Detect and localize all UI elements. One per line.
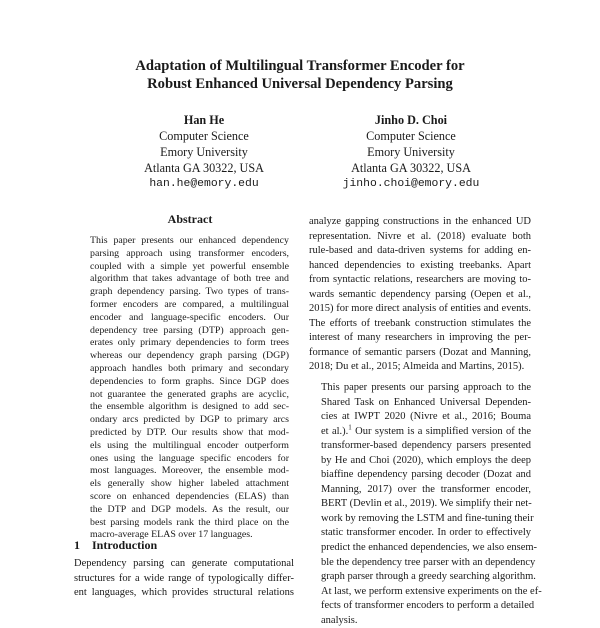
author-block-1: [84, 112, 324, 192]
text-line: analyze gapping constructions in the enhanced UD: [309, 216, 531, 227]
text-line: by He and Choi (2020), which employs the deep: [321, 454, 531, 466]
text-line: graph dependency parsing. Two types of trans-: [90, 286, 289, 298]
author-email: han.he@emory.edu: [149, 178, 259, 190]
text-line: Manning, 2017) over the transformer encoder,: [321, 483, 531, 495]
text-line: representation. Nivre et al. (2018) evaluate both: [309, 230, 531, 242]
text-line: This paper presents our enhanced dependency: [90, 235, 289, 246]
text-line: Dependency parsing can generate computational: [74, 558, 294, 569]
text-line: graph parser through a greedy searching algorithm.: [321, 571, 536, 583]
text-line: This paper presents our parsing approach to the: [321, 382, 531, 394]
text-line: parsing approach using transformer encoders,: [90, 247, 289, 259]
text-line: erates only primary dependencies to form trees: [90, 337, 289, 349]
text-line: 2015) for more direct analysis of entities and events.: [309, 303, 531, 315]
text-line: not guarantee the generated graphs are acyclic,: [90, 388, 289, 400]
text-line: algorithm that takes advantage of both tree and: [90, 273, 289, 285]
author-department: Computer Science: [366, 129, 456, 143]
text-line: predicted by DTP. Our results show that mod-: [90, 426, 289, 438]
text-fragment: et al.).: [321, 425, 349, 437]
text-line: 2018; Du et al., 2015; Almeida and Martins, 2015).: [309, 361, 525, 373]
text-line: fects of transformer encoders to perform a detailed: [321, 600, 535, 612]
author-block-2: [291, 112, 531, 192]
text-line: cies at IWPT 2020 (Nivre et al., 2016; Bouma: [321, 411, 531, 423]
text-line: biaffine dependency parsing decoder (Dozat and: [321, 469, 531, 481]
text-line: approach handles both primary and secondary: [90, 362, 289, 374]
text-line: whereas our dependency graph parsing (DGP): [90, 350, 289, 362]
text-line: The efforts of treebank construction stimulates the: [309, 317, 531, 329]
text-fragment: Our system is a simplified version of the: [351, 425, 531, 437]
abstract-heading: Abstract: [167, 212, 213, 226]
author-address: Atlanta GA 30322, USA: [144, 161, 264, 175]
text-line: At last, we perform extensive experiments on the ef-: [321, 585, 542, 597]
text-line: [309, 425, 531, 440]
title-line-1: Adaptation of Multilingual Transformer Encoder for: [135, 58, 465, 74]
introduction-body: [74, 557, 294, 601]
author-university: Emory University: [367, 145, 455, 159]
text-line: wards semantic dependency parsing (Oepen et al.,: [309, 288, 531, 300]
text-line: macro-average ELAS over 17 languages.: [90, 529, 253, 541]
section-title: Introduction: [92, 538, 158, 552]
author-name: Han He: [183, 113, 225, 127]
abstract-body: [90, 235, 289, 542]
text-line: ent languages, which provides structural relations: [74, 587, 294, 599]
text-line: transformer-based dependency parsers presented: [321, 440, 531, 452]
text-line: ondary arcs predicted by DGP to primary arcs: [90, 414, 289, 426]
text-line: rule-based and data-driven systems for adding en-: [309, 245, 531, 257]
paper-title: [0, 57, 600, 93]
author-address: Atlanta GA 30322, USA: [351, 161, 471, 175]
text-line: BERT (Devlin et al., 2019). We simplify their net-: [321, 498, 532, 510]
text-line: interest of many researchers in improving the per-: [309, 332, 531, 344]
text-line: most languages. Moreover, the ensemble mod-: [90, 465, 289, 477]
author-department: Computer Science: [159, 129, 249, 143]
text-line: coupled with a simple yet powerful ensemble: [90, 260, 289, 272]
text-line: structures for a wide range of typologically differ-: [74, 572, 294, 584]
text-line: encoder and language-specific encoders. Our: [90, 311, 289, 323]
footnote-marker[interactable]: 1: [348, 423, 352, 432]
right-column: [309, 215, 542, 628]
text-line: the ensemble algorithm is designed to add sec-: [90, 401, 289, 413]
text-line: best parsing models rank the third place on the: [90, 516, 289, 528]
text-line: analysis.: [321, 614, 358, 626]
text-line: dependency tree parsing (DTP) approach gen-: [90, 324, 289, 336]
paragraph-related-work: [309, 215, 531, 375]
text-line: Shared Task on Enhanced Universal Dependen-: [321, 396, 531, 408]
section-number: 1: [74, 538, 80, 552]
paragraph-our-approach: [309, 381, 542, 628]
text-line: dependencies to form graphs. Since DGP does: [90, 375, 289, 387]
text-line: from syntactic relations, researchers are moving to-: [309, 274, 531, 286]
section-heading-introduction: [74, 538, 157, 553]
text-line: static transformer encoder. In order to effectively: [321, 527, 531, 539]
text-line: predict the enhanced dependencies, we also ensem-: [321, 542, 538, 554]
text-line: former encoders are compared, a multilingual: [90, 298, 289, 310]
author-email: jinho.choi@emory.edu: [342, 178, 480, 190]
author-name: Jinho D. Choi: [374, 113, 448, 127]
text-line: hanced dependencies to existing treebanks. Apart: [309, 259, 531, 271]
text-line: work by removing the LSTM and fine-tuning their: [321, 512, 534, 524]
text-line: score on enhanced dependencies (ELAS) than: [90, 490, 289, 502]
text-line: formance of semantic parsers (Dozat and Manning,: [309, 346, 531, 358]
text-line: els generally show higher labeled attachment: [90, 478, 289, 490]
text-line: els using the multilingual encoder outperform: [90, 439, 289, 451]
title-line-2: Robust Enhanced Universal Dependency Parsing: [147, 76, 453, 92]
author-university: Emory University: [160, 145, 248, 159]
text-line: ble the dependency tree parser with an dependency: [321, 556, 536, 568]
text-line: ones using the language specific encoders for: [90, 452, 289, 464]
text-line: the DTP and DGP models. As the result, our: [90, 503, 289, 515]
